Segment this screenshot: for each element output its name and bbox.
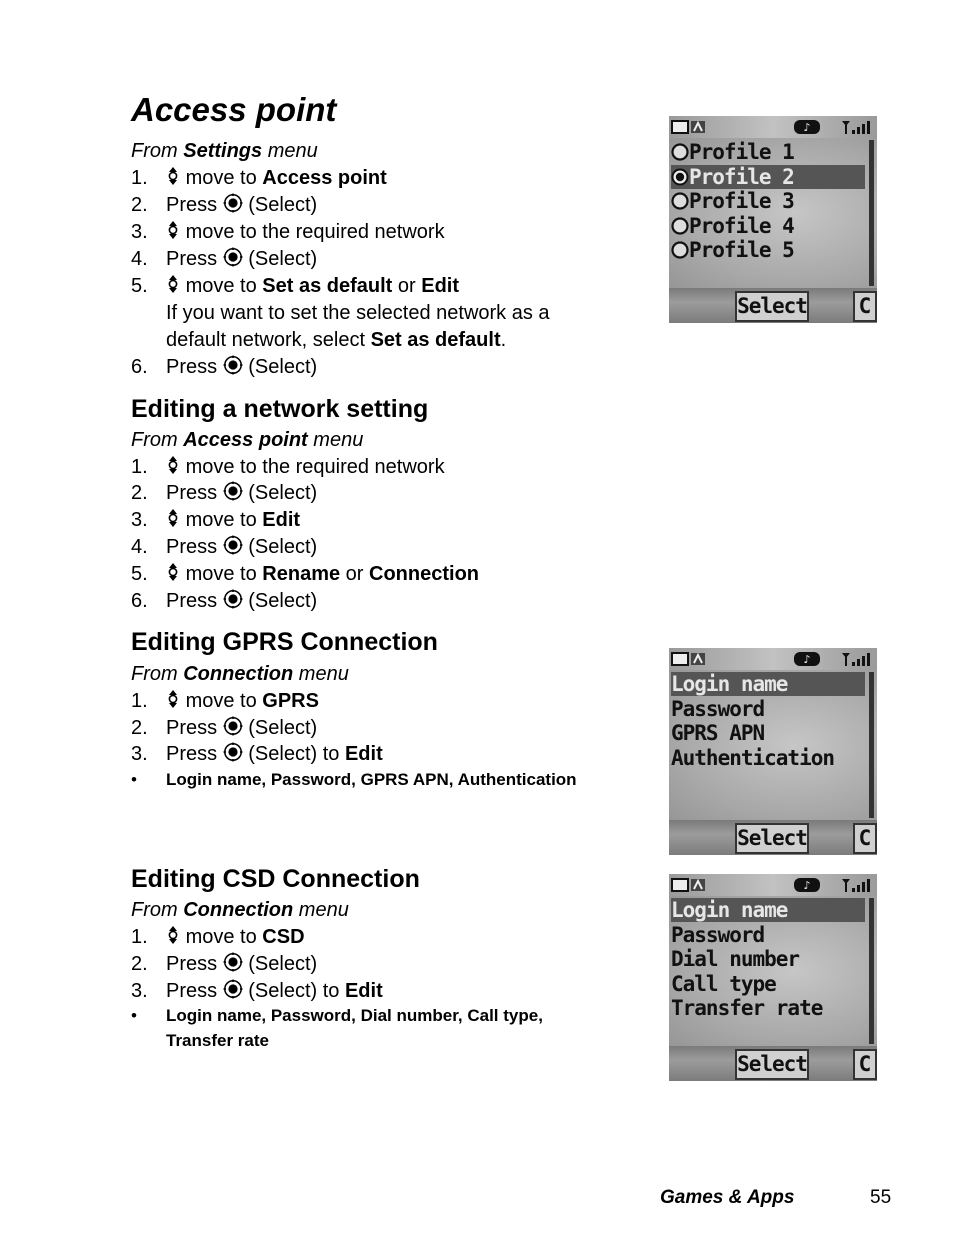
signal-icon: [841, 877, 875, 893]
phone-screen-profiles: [669, 116, 877, 323]
joystick-up-down-icon: [166, 562, 180, 588]
center-select-icon: [223, 193, 243, 219]
menu-item[interactable]: [671, 697, 865, 721]
center-select-icon: [223, 481, 243, 507]
menu-item[interactable]: [671, 923, 865, 947]
menu-item[interactable]: [671, 947, 865, 971]
step-5-note-line-2: default network, select Set as default.: [166, 329, 507, 351]
softkey-clear-button[interactable]: C: [853, 823, 877, 854]
svg-text:♪: ♪: [803, 879, 811, 892]
from-line: From Connection menu: [131, 899, 349, 921]
center-select-icon: [223, 589, 243, 615]
menu-list: [669, 138, 877, 288]
menu-item[interactable]: [671, 165, 865, 189]
page-number: 55: [870, 1187, 892, 1208]
menu-item-label: Login name: [671, 898, 788, 922]
menu-item[interactable]: [671, 214, 865, 238]
menu-item-label: Password: [671, 922, 765, 947]
scrollbar[interactable]: [869, 672, 874, 818]
step-3: 3. Press (Select) to Edit: [131, 979, 383, 1005]
center-select-icon: [223, 952, 243, 978]
phone-screen-gprs-menu: [669, 648, 877, 855]
menu-item-label: Profile 5: [689, 238, 794, 263]
joystick-up-down-icon: [166, 508, 180, 534]
radio-unselected-icon: [671, 140, 689, 164]
section-heading-csd: Editing CSD Connection: [131, 865, 420, 893]
footer-section-name: Games & Apps: [660, 1187, 795, 1208]
step-2: 2. Press (Select): [131, 716, 317, 742]
menu-item[interactable]: [671, 189, 865, 213]
bullet-item: • Login name, Password, Dial number, Call type,: [131, 1006, 543, 1025]
center-select-icon: [223, 535, 243, 561]
softkey-select-button[interactable]: Select: [735, 823, 809, 854]
speaker-icon: [793, 119, 821, 135]
step-1: 1. move to GPRS: [131, 689, 319, 715]
menu-list: [669, 670, 877, 820]
menu-item[interactable]: [671, 140, 865, 164]
status-bar: [669, 116, 877, 138]
joystick-up-down-icon: [166, 220, 180, 246]
radio-selected-icon: [671, 165, 689, 189]
bullet-item-continued: Transfer rate: [166, 1031, 269, 1050]
step-3: 3. move to Edit: [131, 508, 300, 534]
menu-item-label: Dial number: [671, 947, 800, 972]
step-6: 6. Press (Select): [131, 355, 317, 381]
step-2: 2. Press (Select): [131, 481, 317, 507]
status-bar: [669, 648, 877, 670]
softkey-clear-button[interactable]: C: [853, 291, 877, 322]
softkey-bar: [669, 1046, 877, 1081]
joystick-up-down-icon: [166, 455, 180, 481]
menu-item-label: Profile 3: [689, 189, 794, 214]
signal-icon: [841, 651, 875, 667]
step-5-note-line-1: If you want to set the selected network as a: [166, 302, 550, 324]
menu-item-label: Password: [671, 696, 765, 721]
section-heading-gprs: Editing GPRS Connection: [131, 628, 438, 656]
from-line: From Settings menu: [131, 140, 318, 162]
center-select-icon: [223, 979, 243, 1005]
scrollbar[interactable]: [869, 140, 874, 286]
step-2: 2. Press (Select): [131, 193, 317, 219]
message-icon: [671, 651, 707, 667]
joystick-up-down-icon: [166, 274, 180, 300]
joystick-up-down-icon: [166, 689, 180, 715]
svg-text:♪: ♪: [803, 121, 811, 134]
message-icon: [671, 119, 707, 135]
step-2: 2. Press (Select): [131, 952, 317, 978]
softkey-bar: [669, 820, 877, 855]
menu-item-label: GPRS APN: [671, 721, 765, 746]
center-select-icon: [223, 247, 243, 273]
signal-icon: [841, 119, 875, 135]
step-5: 5. move to Rename or Connection: [131, 562, 479, 588]
menu-item-label: Transfer rate: [671, 996, 823, 1021]
softkey-clear-button[interactable]: C: [853, 1049, 877, 1080]
menu-list: [669, 896, 877, 1046]
menu-item-label: Profile 1: [689, 140, 794, 164]
status-bar: [669, 874, 877, 896]
speaker-icon: [793, 877, 821, 893]
menu-item[interactable]: [671, 996, 865, 1020]
menu-item[interactable]: [671, 898, 865, 922]
radio-unselected-icon: [671, 238, 689, 262]
section-heading-edit-network: Editing a network setting: [131, 395, 429, 423]
menu-item[interactable]: [671, 672, 865, 696]
step-4: 4. Press (Select): [131, 535, 317, 561]
step-5: 5. move to Set as default or Edit: [131, 274, 459, 300]
message-icon: [671, 877, 707, 893]
joystick-up-down-icon: [166, 166, 180, 192]
step-1: 1. move to the required network: [131, 455, 445, 481]
step-1: 1. move to CSD: [131, 925, 305, 951]
menu-item-label: Profile 2: [689, 164, 794, 189]
menu-item-label: Profile 4: [689, 213, 794, 238]
softkey-select-button[interactable]: Select: [735, 291, 809, 322]
menu-item-label: Login name: [671, 672, 788, 696]
step-1: 1. move to Access point: [131, 166, 387, 192]
bullet-item: • Login name, Password, GPRS APN, Authentication: [131, 770, 577, 789]
center-select-icon: [223, 716, 243, 742]
phone-screen-csd-menu: [669, 874, 877, 1081]
menu-item-label: Call type: [671, 971, 776, 996]
menu-item[interactable]: [671, 238, 865, 262]
page-title: Access point: [131, 91, 337, 128]
speaker-icon: [793, 651, 821, 667]
step-3: 3. move to the required network: [131, 220, 445, 246]
center-select-icon: [223, 355, 243, 381]
softkey-select-button[interactable]: Select: [735, 1049, 809, 1080]
step-6: 6. Press (Select): [131, 589, 317, 615]
scrollbar[interactable]: [869, 898, 874, 1044]
softkey-bar: [669, 288, 877, 323]
radio-unselected-icon: [671, 189, 689, 213]
joystick-up-down-icon: [166, 925, 180, 951]
from-line: From Access point menu: [131, 429, 364, 451]
radio-unselected-icon: [671, 214, 689, 238]
step-4: 4. Press (Select): [131, 247, 317, 273]
menu-item[interactable]: [671, 721, 865, 745]
menu-item[interactable]: [671, 972, 865, 996]
menu-item-label: Authentication: [671, 745, 835, 770]
svg-text:♪: ♪: [803, 653, 811, 666]
from-line: From Connection menu: [131, 663, 349, 685]
menu-item[interactable]: [671, 746, 865, 770]
center-select-icon: [223, 742, 243, 768]
step-3: 3. Press (Select) to Edit: [131, 742, 383, 768]
